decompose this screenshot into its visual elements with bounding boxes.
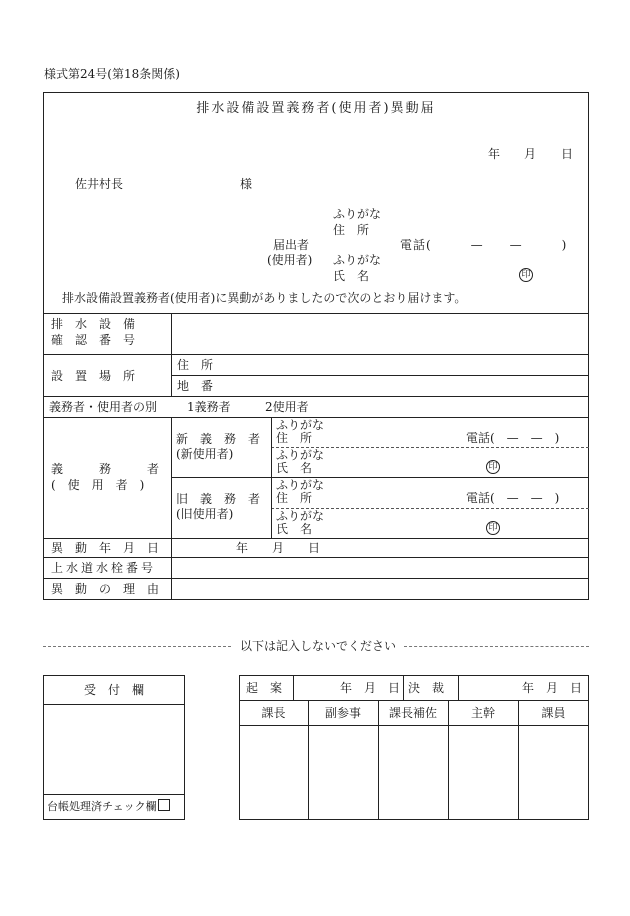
- stamp-cell-section-chief[interactable]: [240, 726, 308, 819]
- old-phone[interactable]: 電話( — — ): [466, 491, 560, 505]
- new-address-label: 住 所: [276, 431, 313, 445]
- form-title: 排水設備設置義務者(使用者)異動届: [196, 101, 436, 116]
- new-name-label: 氏 名: [276, 461, 313, 475]
- old-seal-icon: 印: [486, 521, 500, 535]
- applicant-address-label: 住 所: [333, 223, 370, 237]
- reception-header: 受 付 欄: [83, 683, 144, 697]
- date-month[interactable]: 月: [524, 147, 537, 161]
- col-section-chief: 課長: [261, 706, 286, 720]
- hydrant-field[interactable]: [172, 558, 588, 578]
- location-lot-label: 地 番: [177, 379, 214, 393]
- applicant-seal-icon: 印: [519, 268, 533, 282]
- applicant-furigana-1: ふりがな: [333, 207, 382, 221]
- location-lot-field[interactable]: [230, 376, 588, 396]
- reason-label: 異 動 の 理 由: [51, 582, 160, 596]
- draft-date[interactable]: 年 月 日: [340, 681, 401, 695]
- column-rule: [458, 675, 459, 700]
- confirm-no-label-1: 排 水 設 備: [51, 317, 136, 331]
- separator-line-left: [43, 646, 231, 647]
- type-label: 義務者・使用者の別: [49, 400, 158, 414]
- stamp-cell-supervisor[interactable]: [449, 726, 518, 819]
- ledger-check[interactable]: 台帳処理済チェック欄: [47, 799, 170, 812]
- decision-label: 決 裁: [408, 681, 445, 695]
- old-name-label: 氏 名: [276, 522, 313, 536]
- addressee-name: 佐井村長: [75, 177, 124, 191]
- col-deputy: 副参事: [324, 706, 361, 720]
- location-address-label: 住 所: [177, 358, 214, 372]
- stamp-cell-deputy[interactable]: [309, 726, 378, 819]
- old-obligor-label-1: 旧 義 務 者: [176, 492, 261, 506]
- rule: [239, 700, 589, 701]
- type-option-obligor[interactable]: 1義務者: [187, 400, 231, 414]
- obligor-label-2: ( 使 用 者 ): [51, 478, 145, 492]
- new-furigana-label-2: ふりがな: [276, 448, 325, 462]
- col-staff: 課員: [541, 706, 566, 720]
- confirm-no-label-2: 確 認 番 号: [51, 333, 136, 347]
- rule: [171, 477, 589, 478]
- location-address-field[interactable]: [230, 355, 588, 375]
- new-furigana-label: ふりがな: [276, 418, 325, 432]
- applicant-name-label: 氏 名: [333, 269, 370, 283]
- col-assistant-chief: 課長補佐: [388, 706, 437, 720]
- new-obligor-label-1: 新 義 務 者: [176, 432, 261, 446]
- form-number: 様式第24号(第18条関係): [44, 67, 180, 81]
- ledger-checkbox[interactable]: [158, 799, 170, 811]
- new-phone[interactable]: 電話( — — ): [466, 431, 560, 445]
- rule: [43, 538, 589, 539]
- decision-date[interactable]: 年 月 日: [522, 681, 583, 695]
- applicant-furigana-2: ふりがな: [333, 253, 382, 267]
- applicant-role-sub: (使用者): [267, 253, 313, 267]
- reason-field[interactable]: [172, 579, 588, 599]
- hydrant-label: 上水道水栓番号: [51, 561, 157, 575]
- reception-area[interactable]: [44, 705, 184, 794]
- rule: [43, 396, 589, 397]
- column-rule: [293, 675, 294, 700]
- old-furigana-label-2: ふりがな: [276, 509, 325, 523]
- new-obligor-label-2: (新使用者): [176, 447, 234, 461]
- separator-text: 以下は記入しないでください: [240, 639, 397, 653]
- confirm-no-field[interactable]: [172, 314, 588, 354]
- old-obligor-label-2: (旧使用者): [176, 507, 234, 521]
- new-seal-icon: 印: [486, 460, 500, 474]
- separator-line-right: [404, 646, 589, 647]
- date-day[interactable]: 日: [561, 147, 574, 161]
- draft-label: 起 案: [246, 681, 283, 695]
- change-date-value[interactable]: 年 月 日: [236, 541, 321, 555]
- stamp-cell-staff[interactable]: [519, 726, 588, 819]
- location-label: 設 置 場 所: [51, 369, 136, 383]
- statement: 排水設備設置義務者(使用者)に異動がありましたので次のとおり届けます。: [62, 291, 467, 305]
- column-rule: [271, 417, 272, 538]
- applicant-phone[interactable]: 電話( — — ): [400, 238, 568, 252]
- rule: [43, 794, 185, 795]
- change-date-label: 異 動 年 月 日: [51, 541, 160, 555]
- column-rule: [403, 675, 404, 700]
- obligor-label-1: 義 務 者: [51, 462, 160, 476]
- type-option-user[interactable]: 2使用者: [265, 400, 309, 414]
- old-furigana-label: ふりがな: [276, 478, 325, 492]
- stamp-cell-assistant-chief[interactable]: [379, 726, 448, 819]
- old-address-label: 住 所: [276, 491, 313, 505]
- applicant-role: 届出者: [273, 238, 310, 252]
- col-supervisor: 主幹: [470, 706, 495, 720]
- date-year[interactable]: 年: [488, 147, 501, 161]
- addressee-honorific: 様: [240, 177, 253, 191]
